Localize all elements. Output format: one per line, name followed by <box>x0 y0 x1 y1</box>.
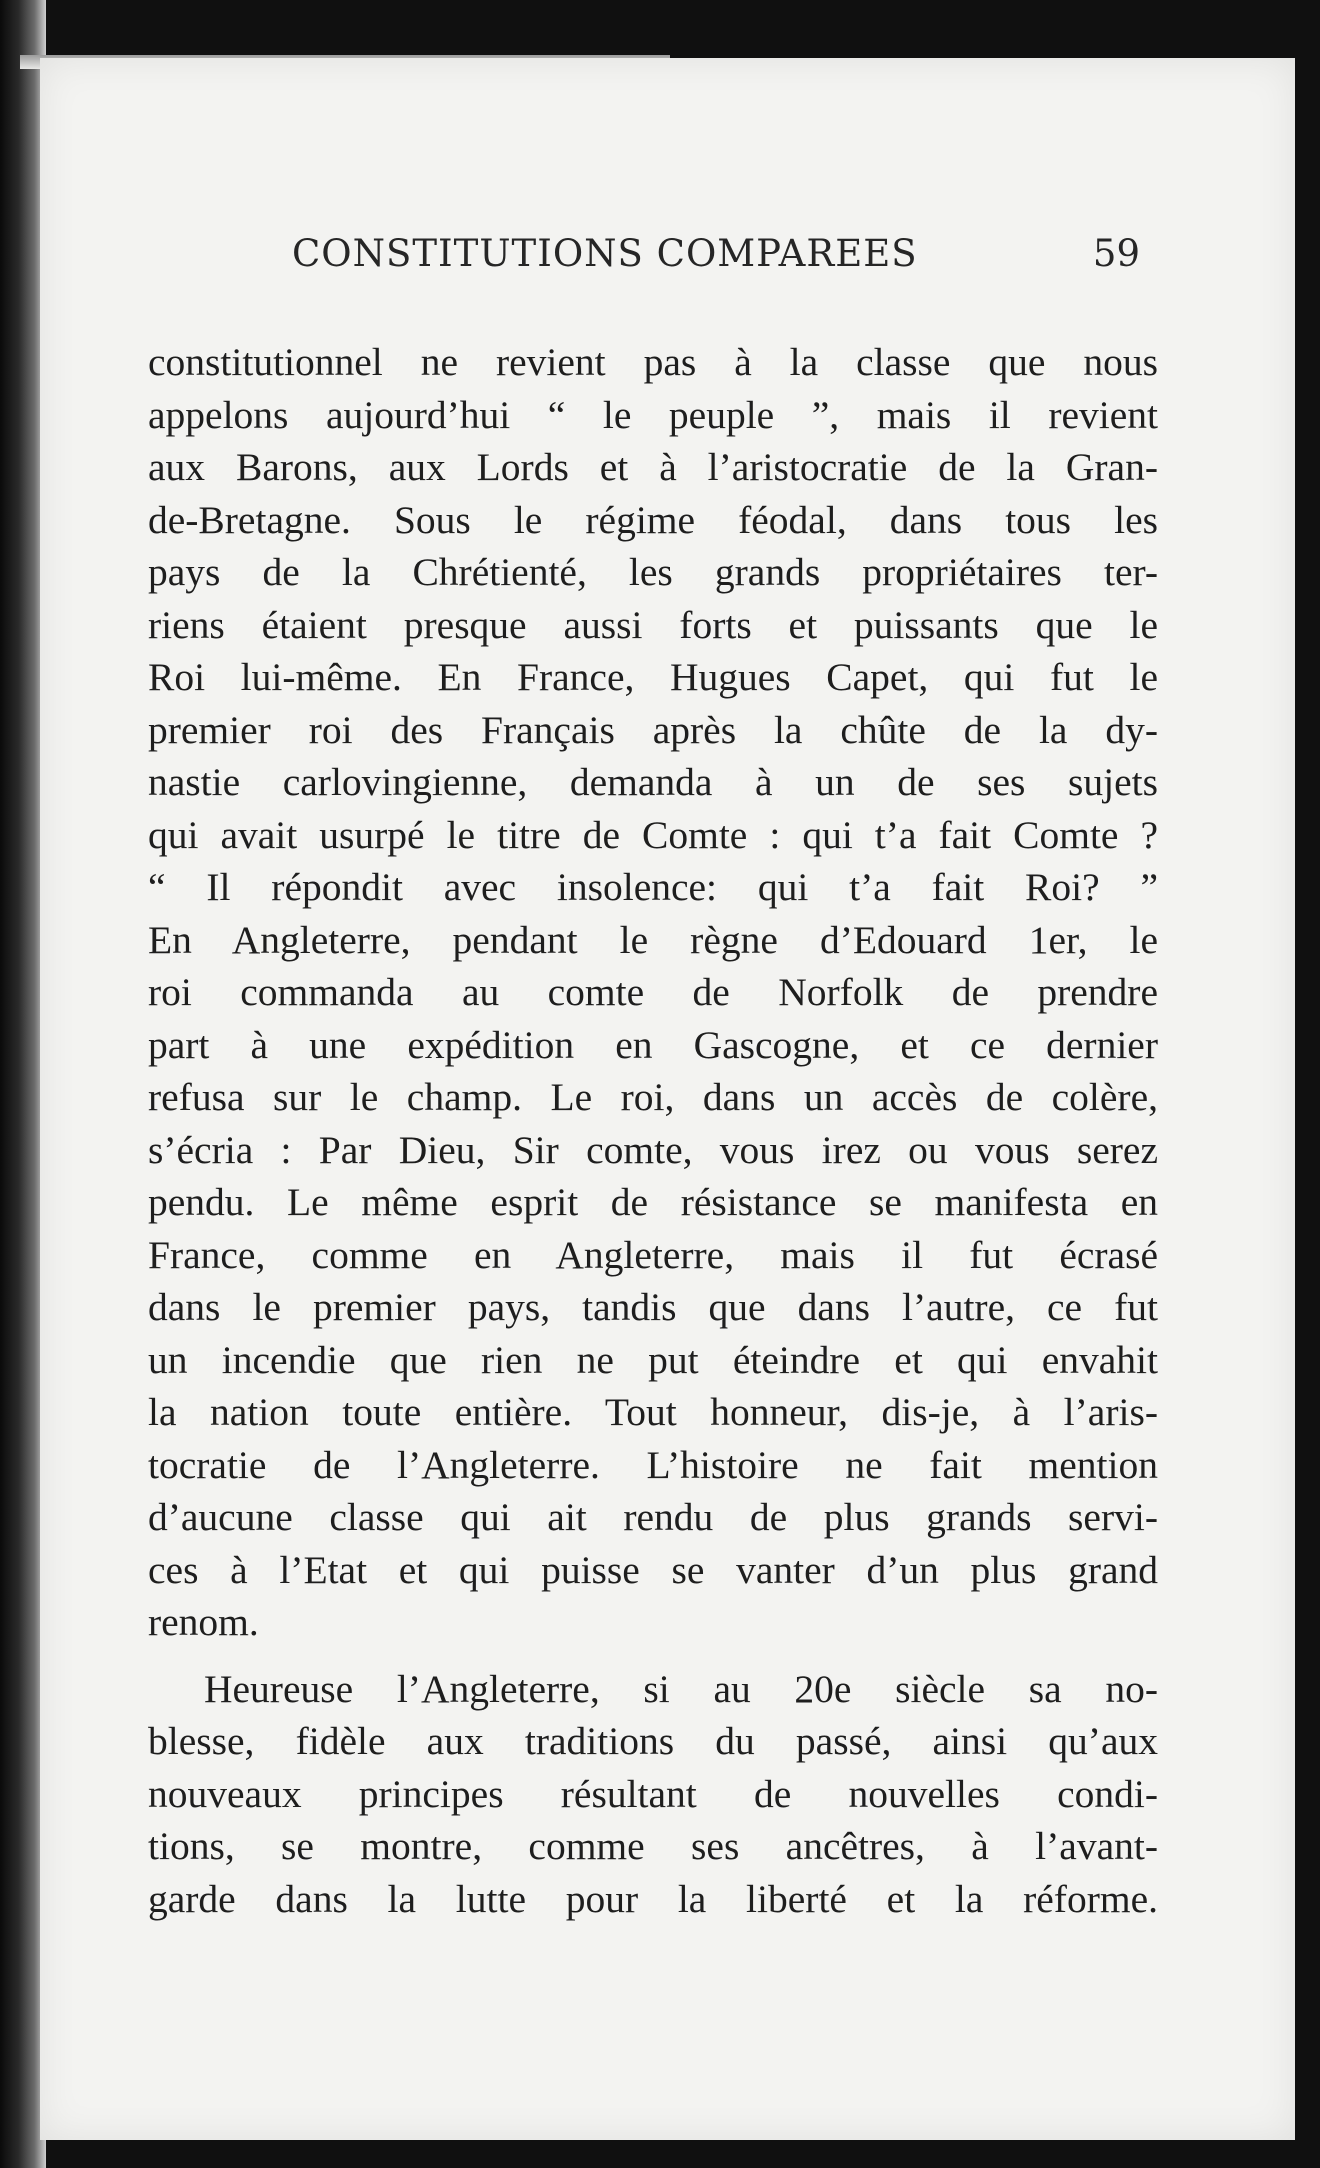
text-line: garde dans la lutte pour la liberté et la réforme. <box>148 1876 1158 1921</box>
text-line: part à une expédition en Gascogne, et ce dernier <box>148 1022 1158 1067</box>
text-line: “ Il répondit avec insolence: qui t’a fait Roi? ” <box>148 865 1158 909</box>
text-line: nastie carlovingienne, demanda à un de ses sujets <box>148 760 1158 804</box>
text-line: pendu. Le même esprit de résistance se manifesta en <box>148 1180 1158 1224</box>
text-line: premier roi des Français après la chûte de la dy- <box>148 707 1158 752</box>
text-line: En Angleterre, pendant le règne d’Edouard 1er, le <box>148 917 1158 962</box>
page-number: 59 <box>1092 232 1140 275</box>
text-line: tocratie de l’Angleterre. L’histoire ne fait mention <box>148 1442 1158 1487</box>
text-line: Roi lui-même. En France, Hugues Capet, qui fut le <box>148 655 1158 699</box>
text-line: tions, se montre, comme ses ancêtres, à l’avant- <box>148 1824 1158 1868</box>
text-line: ces à l’Etat et qui puisse se vanter d’un plus grand <box>148 1547 1158 1592</box>
text-line: renom. <box>148 1600 259 1644</box>
text-line: Heureuse l’Angleterre, si au 20e siècle sa no- <box>204 1666 1158 1711</box>
text-line: roi commanda au comte de Norfolk de prendre <box>148 970 1158 1014</box>
text-line: aux Barons, aux Lords et à l’aristocratie de la Gran- <box>148 445 1158 489</box>
text-line: refusa sur le champ. Le roi, dans un accès de colère, <box>148 1075 1158 1119</box>
running-head <box>292 228 1140 280</box>
body-text <box>148 336 1158 1925</box>
text-line: dans le premier pays, tandis que dans l’autre, ce fut <box>148 1285 1158 1329</box>
text-line: la nation toute entière. Tout honneur, dis-je, à l’aris- <box>148 1390 1158 1434</box>
text-line: d’aucune classe qui ait rendu de plus grands servi- <box>148 1495 1158 1539</box>
text-line: constitutionnel ne revient pas à la classe que nous <box>148 340 1158 384</box>
text-line: pays de la Chrétienté, les grands propriétaires ter- <box>148 550 1158 594</box>
paragraph-2 <box>148 1663 1158 1926</box>
text-line: blesse, fidèle aux traditions du passé, ainsi qu’aux <box>148 1719 1158 1763</box>
text-line: nouveaux principes résultant de nouvelles condi- <box>148 1771 1158 1816</box>
text-line: riens étaient presque aussi forts et puissants que le <box>148 602 1158 647</box>
paragraph-gap <box>148 1649 1158 1663</box>
text-line: un incendie que rien ne put éteindre et qui envahit <box>148 1337 1158 1382</box>
text-line: s’écria : Par Dieu, Sir comte, vous irez ou vous serez <box>148 1127 1158 1172</box>
paragraph-1 <box>148 336 1158 1649</box>
running-title: CONSTITUTIONS COMPAREES <box>292 232 918 275</box>
text-line: France, comme en Angleterre, mais il fut écrasé <box>148 1232 1158 1277</box>
text-line: de-Bretagne. Sous le régime féodal, dans tous les <box>148 497 1158 542</box>
text-line: qui avait usurpé le titre de Comte : qui t’a fait Comte ? <box>148 812 1158 857</box>
text-line: appelons aujourd’hui “ le peuple ”, mais il revient <box>148 392 1158 437</box>
